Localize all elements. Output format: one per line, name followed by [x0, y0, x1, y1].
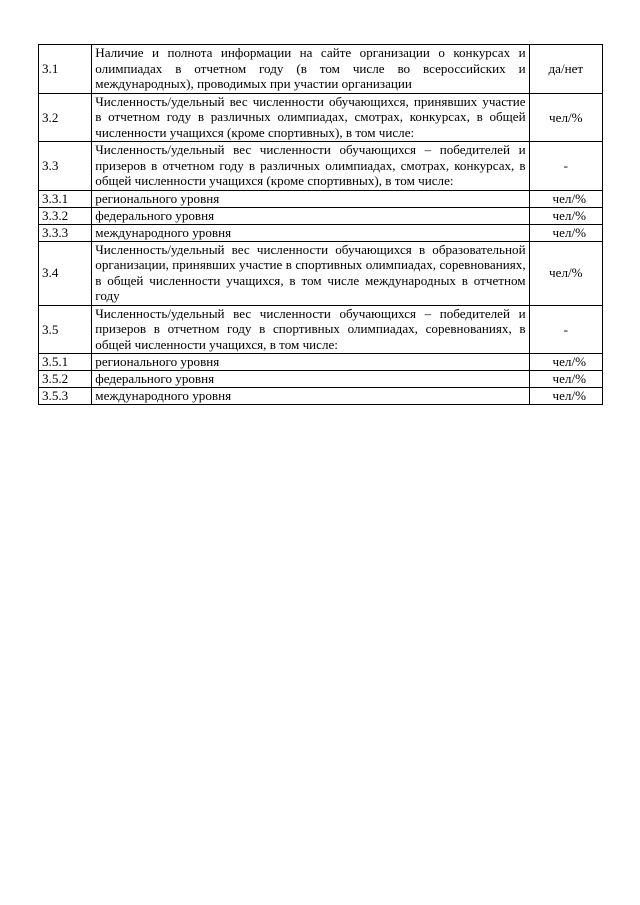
row-unit: - — [529, 142, 602, 191]
row-description-text: Наличие и полнота информации на сайте организации о конкурсах и олимпиадах в отчетном году (в том числе во всероссийских и международных), проводимых при участии организации — [95, 45, 526, 91]
table-row-3-3-3 — [39, 224, 603, 241]
row-description-text: Численность/удельный вес численности обучающихся – победителей и призеров в отчетном году в различных олимпиадах, смотрах, конкурсах, в общей численности учащихся (кроме спортивных), в том числе: — [95, 142, 526, 188]
table-row-3-5-3 — [39, 388, 603, 405]
row-unit: чел/% — [529, 241, 602, 305]
table-row-3-3 — [39, 142, 603, 191]
row-description: регионального уровня — [92, 354, 529, 371]
table-row-3-5-1 — [39, 354, 603, 371]
row-unit: да/нет — [529, 45, 602, 94]
row-number: 3.5.1 — [39, 354, 92, 371]
table-row-3-3-1 — [39, 190, 603, 207]
row-description: федерального уровня — [92, 371, 529, 388]
row-number: 3.5 — [39, 305, 92, 354]
row-unit: чел/% — [529, 388, 602, 405]
row-unit: чел/% — [529, 371, 602, 388]
row-number: 3.3.2 — [39, 207, 92, 224]
indicators-table — [38, 44, 603, 405]
row-unit: чел/% — [529, 93, 602, 142]
row-number: 3.2 — [39, 93, 92, 142]
row-description — [92, 241, 529, 305]
row-number: 3.3 — [39, 142, 92, 191]
row-description: международного уровня — [92, 224, 529, 241]
row-unit: чел/% — [529, 224, 602, 241]
row-number: 3.5.3 — [39, 388, 92, 405]
table-row-3-1 — [39, 45, 603, 94]
row-number: 3.3.1 — [39, 190, 92, 207]
table-row-3-2 — [39, 93, 603, 142]
table-row-3-5 — [39, 305, 603, 354]
row-number: 3.1 — [39, 45, 92, 94]
table-row-3-3-2 — [39, 207, 603, 224]
indicators-table-body — [39, 45, 603, 405]
row-description — [92, 142, 529, 191]
row-unit: чел/% — [529, 354, 602, 371]
row-description-text: Численность/удельный вес численности обучающихся в образовательной организации, принявших участие в спортивных олимпиадах, соревнованиях, в общей численности учащихся, в том числе международных в отчетном году — [95, 241, 526, 303]
row-unit: чел/% — [529, 207, 602, 224]
document-page — [38, 44, 603, 405]
row-unit: чел/% — [529, 190, 602, 207]
table-row-3-5-2 — [39, 371, 603, 388]
row-description: федерального уровня — [92, 207, 529, 224]
row-description — [92, 305, 529, 354]
row-description — [92, 93, 529, 142]
row-number: 3.5.2 — [39, 371, 92, 388]
row-number: 3.3.3 — [39, 224, 92, 241]
row-number: 3.4 — [39, 241, 92, 305]
row-description: регионального уровня — [92, 190, 529, 207]
row-description — [92, 45, 529, 94]
table-row-3-4 — [39, 241, 603, 305]
row-description: международного уровня — [92, 388, 529, 405]
row-description-text: Численность/удельный вес численности обучающихся, принявших участие в отчетном году в различных олимпиадах, смотрах, конкурсах, в общей численности учащихся (кроме спортивных), в том числе: — [95, 93, 526, 140]
row-description-text: Численность/удельный вес численности обучающихся – победителей и призеров в отчетном году в спортивных олимпиадах, соревнованиях, в общей численности учащихся, в том числе: — [95, 305, 526, 352]
row-unit: - — [529, 305, 602, 354]
